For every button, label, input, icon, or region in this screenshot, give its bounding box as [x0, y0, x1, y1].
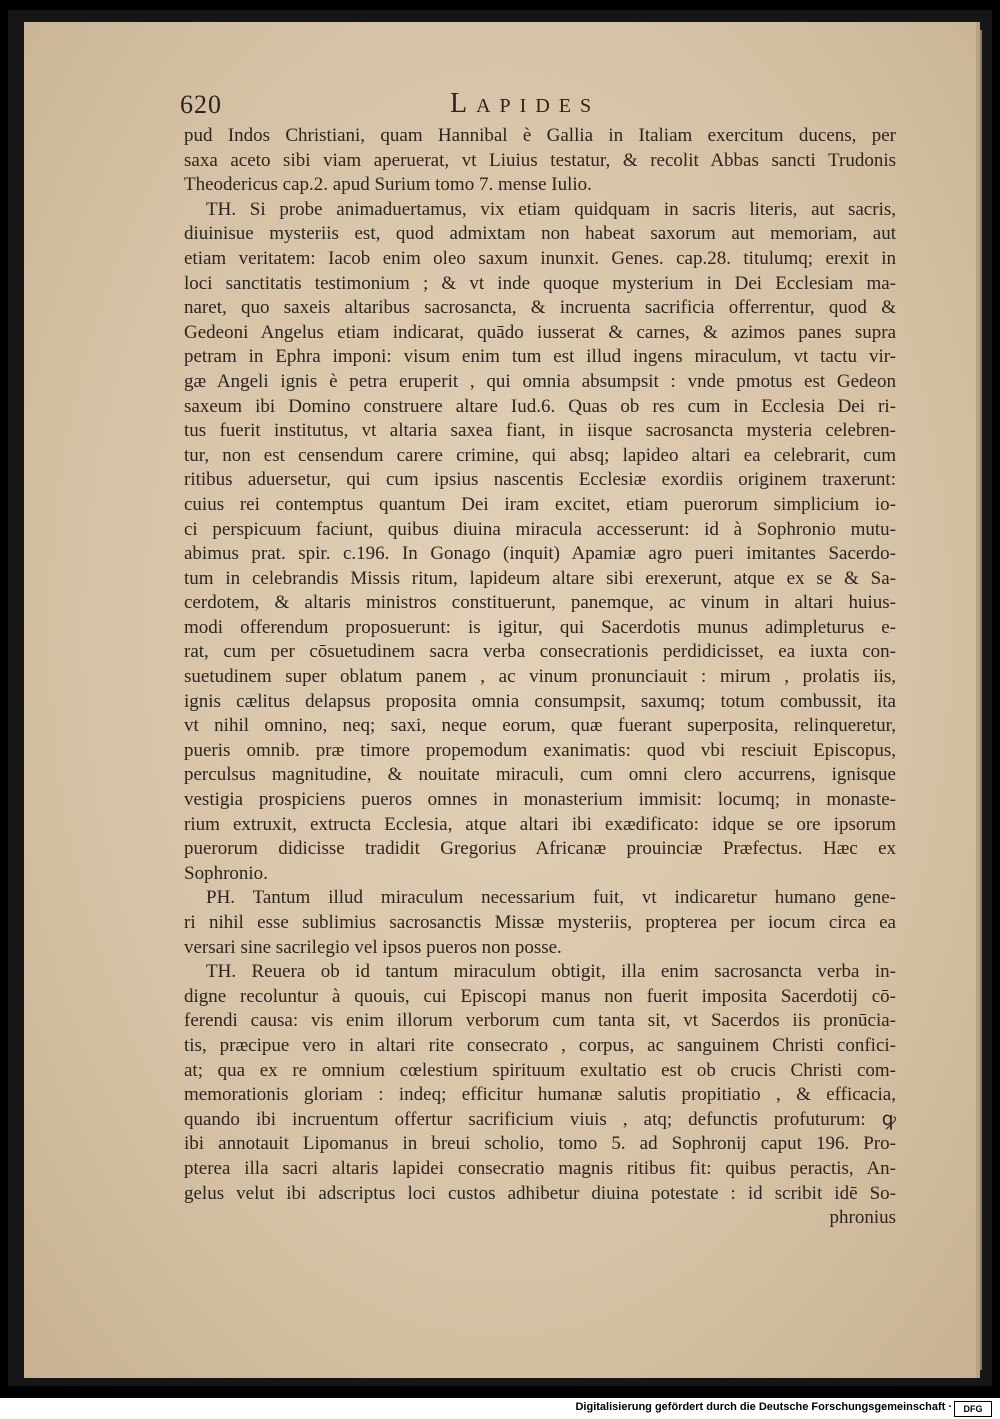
text-line: tis, præcipue vero in altari rite consecrato , corpus, ac sanguinem Christi confici- — [184, 1034, 896, 1056]
footer-bar — [0, 1398, 1000, 1419]
text-line: cuius rei contemptus quantum Dei iram excitet, etiam puerorum simplicium io- — [184, 493, 896, 515]
text-line: phronius — [829, 1207, 896, 1229]
text-line: gelus velut ibi adscriptus loci custos adhibetur diuina potestate : id scribit idē So- — [184, 1182, 896, 1204]
body-text — [184, 124, 896, 1231]
text-line: abimus prat. spir. c.196. In Gonago (inquit) Apamiæ agro pueri imitantes Sacerdo- — [184, 543, 896, 565]
text-line: saxeum ibi Domino construere altare Iud.6. Quas ob res cum in Ecclesia Dei ri- — [184, 395, 896, 417]
text-line: digne recoluntur à quouis, cui Episcopi manus non fuerit imposita Sacerdotij cō- — [184, 985, 896, 1007]
text-line: vt nihil omnino, neq; saxi, neque eorum, quæ fuerant superposita, relinqueretur, — [184, 715, 896, 737]
text-line: tur, non est censendum carere crimine, qui absq; lapideo altari ea celebrarit, cum — [184, 444, 896, 466]
text-line: saxa aceto sibi viam aperuerat, vt Liuius testatur, & recolit Abbas sancti Trudonis — [184, 149, 896, 171]
text-line: Theodericus cap.2. apud Surium tomo 7. mense Iulio. — [184, 174, 592, 196]
text-line: etiam veritatem: Iacob enim oleo saxum inunxit. Genes. cap.28. titulumq; erexit in — [184, 247, 896, 269]
text-line: tus fuerit institutus, vt altaria saxea fiant, in iisque sacrosancta mysteria celebren- — [184, 420, 896, 442]
text-line: gæ Angeli ignis è petra eruperit , qui omnia absumpsit : vnde pmotus est Gedeon — [184, 370, 896, 392]
text-line: ferendi causa: vis enim illorum verborum cum tanta sit, vt Sacerdos iis pronūcia- — [184, 1010, 896, 1032]
text-line: pterea illa sacri altaris lapidei consecratio magnis ritibus fit: quibus peractis, An- — [184, 1157, 896, 1179]
text-line: modi offerendum proposuerunt: is igitur, qui Sacerdotis munus adimpleturus e- — [184, 616, 896, 638]
text-line: versari sine sacrilegio vel ipsos pueros non posse. — [184, 936, 562, 958]
text-line: ci perspicuum faciunt, quibus diuina miracula accesserunt: id à Sophronio mutu- — [184, 518, 896, 540]
text-line: rium extruxit, extructa Ecclesia, atque altari ibi exædificato: idque se ore ipsorum — [184, 813, 896, 835]
text-line: vestigia prospiciens pueros omnes in monasterium immisit: locumq; in monaste- — [184, 789, 896, 811]
text-line: rat, cum per cōsuetudinem sacra verba consecrationis perdidicisset, ea iuxta con- — [184, 641, 896, 663]
text-line: TH. Si probe animaduertamus, vix etiam quidquam in sacris literis, aut sacris, — [206, 198, 896, 220]
text-line: perculsus magnitudine, & nouitate miraculi, cum omni clero accurrens, ignisque — [184, 764, 896, 786]
text-line: cerdotem, & altaris ministros constituerunt, panemque, ac vinum in altari huius- — [184, 592, 896, 614]
text-line: ritibus aduersetur, qui cum ipsius nascentis Ecclesiæ exordiis originem traxerunt: — [184, 469, 896, 491]
text-line: pud Indos Christiani, quam Hannibal è Gallia in Italiam exercitum ducens, per — [184, 125, 896, 146]
dfg-logo: DFG — [954, 1401, 992, 1417]
text-line: tum in celebrandis Missis ritum, lapideum altare sibi erexerunt, atque ex se & Sa- — [184, 567, 896, 589]
text-line: Sophronio. — [184, 862, 268, 884]
text-line: ignis cælitus delapsus proposita omnia consumpsit, saxumq; totum combussit, ita — [184, 690, 896, 712]
page-number: 620 — [180, 90, 222, 119]
text-line: TH. Reuera ob id tantum miraculum obtigit, illa enim sacrosancta verba in- — [206, 961, 896, 983]
text-line: puerorum didicisse tradidit Gregorius Africanæ prouinciæ Præfectus. Hæc ex — [184, 838, 896, 860]
text-line: naret, quo saxeis altaribus sacrosancta, & incruenta sacrificia offerrentur, quod & — [184, 297, 896, 319]
text-line: at; qua ex re omnium cœlestium spirituum exultatio est ob crucis Christi com- — [184, 1059, 896, 1081]
text-line: loci sanctitatis testimonium ; & vt inde quoque mysterium in Dei Ecclesiam ma- — [184, 272, 896, 294]
text-line: suetudinem super oblatum panem , ac vinum pronunciauit : mirum , prolatis iis, — [184, 666, 896, 688]
running-head: Lapides — [450, 88, 601, 119]
page-header — [180, 90, 900, 124]
text-line: ri nihil esse sublimius sacrosanctis Missæ mysteriis, propterea per iocum circa ea — [184, 912, 896, 933]
text-line: pueris omnib. præ timore propemodum exanimatis: quod vbi resciuit Episcopus, — [184, 739, 896, 761]
text-line: quando ibi incruentum offertur sacrificium viuis , atq; defunctis profuturum: ꝙ — [184, 1108, 896, 1130]
text-line: petram in Ephra imponi: visum enim tum est illud ingens miraculum, vt tactu vir- — [184, 346, 896, 368]
text-line: memorationis gloriam : indeq; efficitur humanæ salutis propitiatio , & efficacia, — [184, 1084, 896, 1106]
funding-credit: Digitalisierung gefördert durch die Deutsche Forschungsgemeinschaft · — [575, 1401, 952, 1413]
text-line: PH. Tantum illud miraculum necessarium fuit, vt indicaretur humano gene- — [206, 887, 896, 909]
text-line: diuinisue mysteriis est, quod admixtam non habeat saxorum aut memoriam, aut — [184, 223, 896, 245]
text-line: ibi annotauit Lipomanus in breui scholio, tomo 5. ad Sophronij caput 196. Pro- — [184, 1133, 896, 1155]
text-line: Gedeoni Angelus etiam indicarat, quādo iusserat & carnes, & azimos panes supra — [184, 321, 896, 343]
